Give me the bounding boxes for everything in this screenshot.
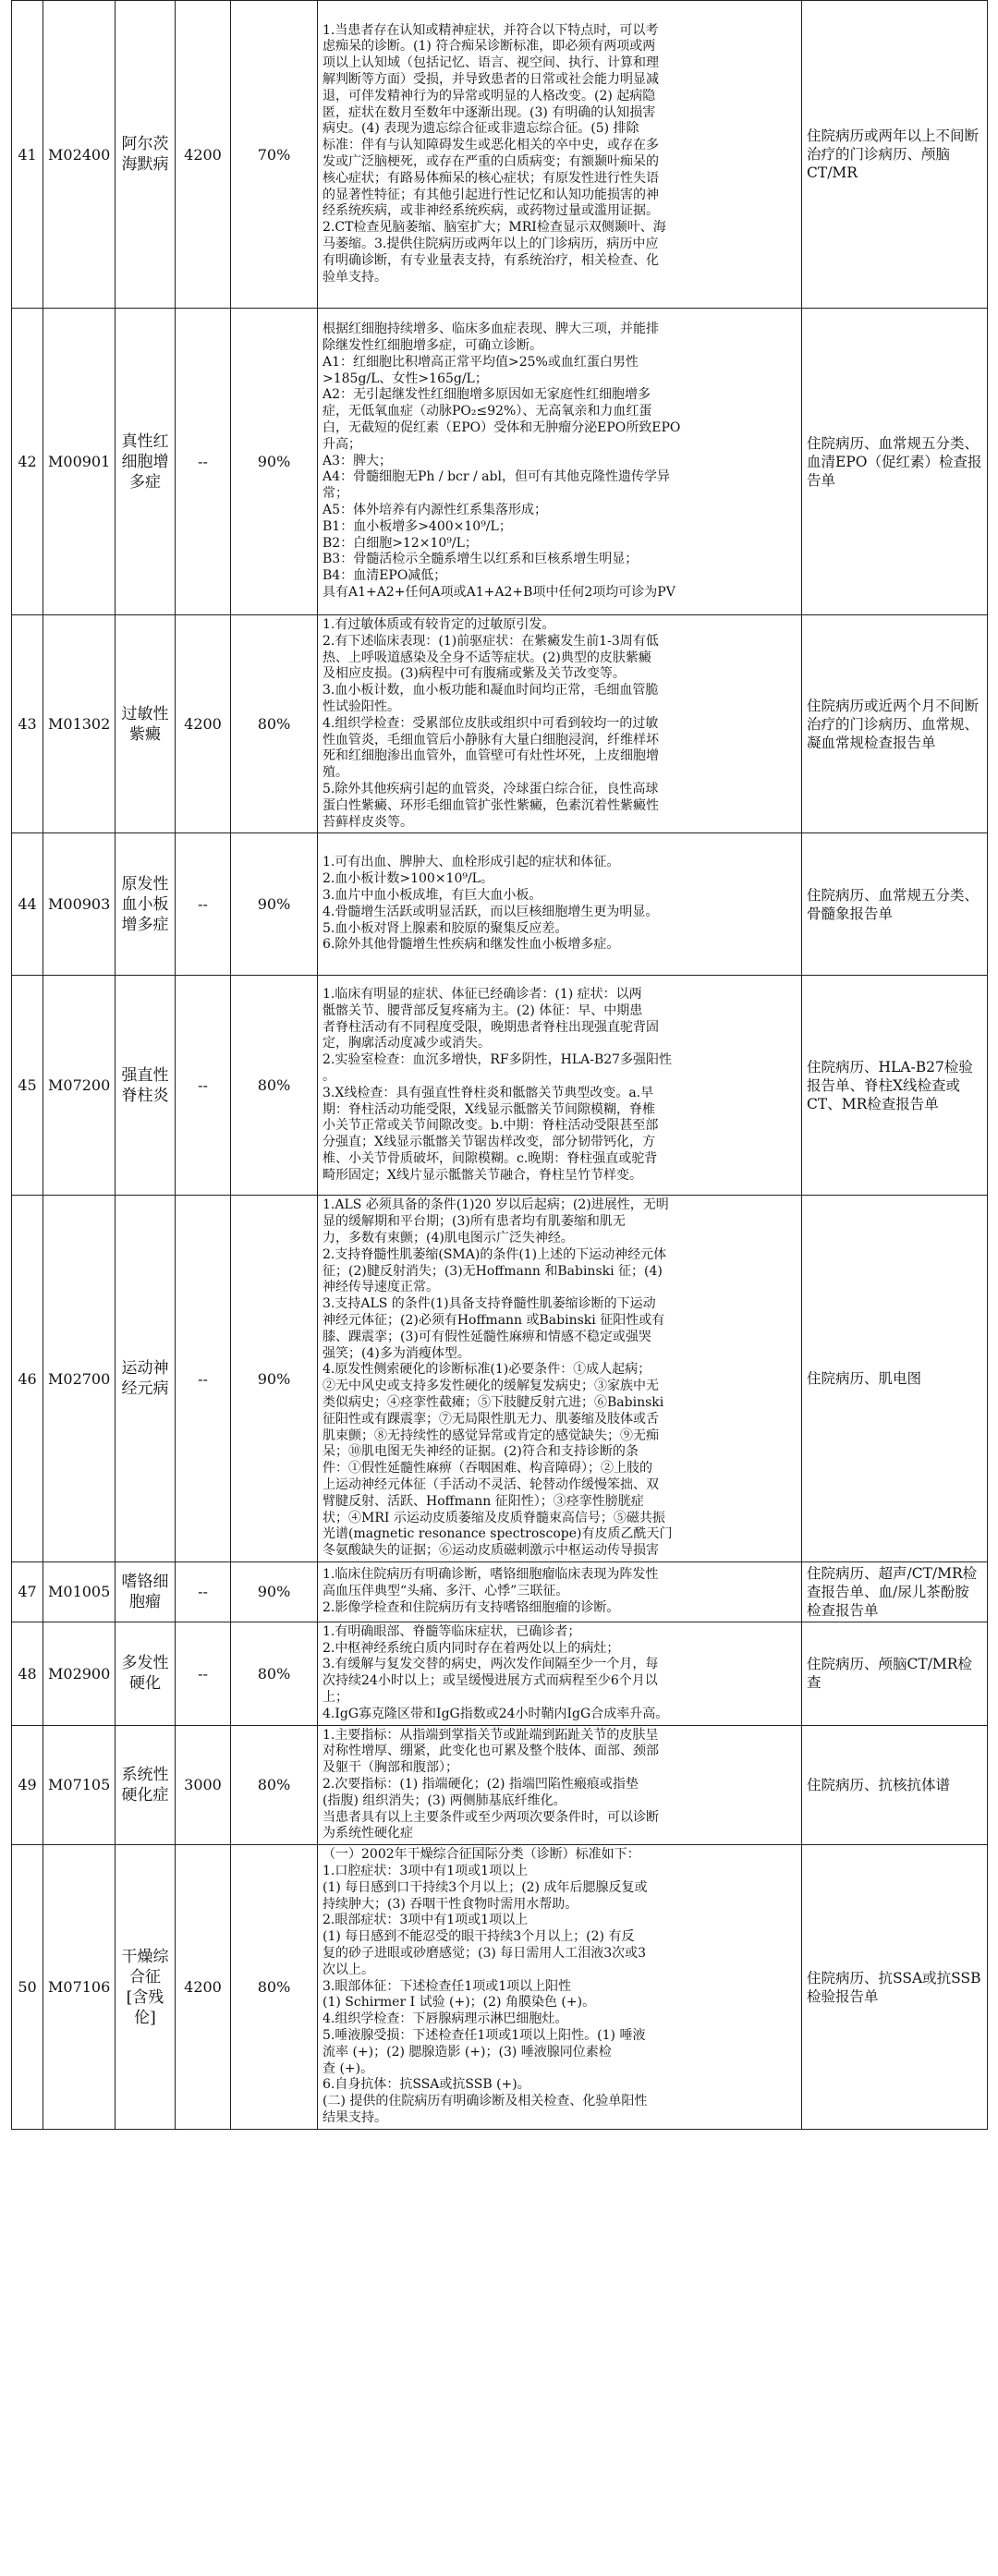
criteria-line: 除继发性红细胞增多症，可确立诊断。	[323, 338, 542, 354]
criteria-line: 征；(2)腱反射消失；(3)无Hoffmann 和Babinski 征；(4)	[323, 1263, 663, 1279]
criteria-line: 2.实验室检查：血沉多增快，RF多阴性，HLA-B27多强阳性	[323, 1052, 673, 1068]
criteria-line: 呆；⑩肌电图无失神经的证据。(2)符合和支持诊断的条	[323, 1444, 639, 1460]
criteria-line: 6.自身抗体：抗SSA或抗SSB (+)。	[323, 2077, 530, 2093]
row-number: 45	[12, 976, 43, 1196]
criteria-line: 核心症状；有路易体痴呆的核心症状；有原发性进行性失语	[323, 170, 659, 186]
criteria-line: A1：红细胞比积增高正常平均值>25%或血红蛋白男性	[323, 354, 639, 370]
row-number: 44	[12, 833, 43, 976]
disease-name: 多发性硬化	[116, 1622, 176, 1725]
required-materials: 住院病历、血常规五分类、血清EPO（促红素）检查报告单	[802, 309, 988, 615]
criteria-line: >185g/L、女性>165g/L；	[323, 371, 488, 386]
amount-cell: 3000	[176, 1725, 231, 1845]
criteria-line: 热、上呼吸道感染及全身不适等症状。(2)典型的皮肤紫癜	[323, 650, 651, 665]
criteria-line: 3.血片中血小板成堆，有巨大血小板。	[323, 888, 542, 904]
criteria-line: 小关节正常或关节间隙改变。b.中期：脊柱活动受限甚至部	[323, 1118, 659, 1134]
criteria-line: 2.次要指标：(1) 指端硬化；(2) 指端凹陷性瘢痕或指垫	[323, 1777, 639, 1792]
criteria-line: 4.组织学检查：下唇腺病理示淋巴细胞灶。	[323, 2011, 568, 2027]
criteria-line: 5.除外其他疾病引起的血管炎，冷球蛋白综合征，良性高球	[323, 781, 659, 796]
ratio-cell: 90%	[231, 309, 318, 615]
table-row	[12, 833, 988, 976]
row-number: 42	[12, 309, 43, 615]
required-materials: 住院病历、超声/CT/MR检查报告单、血/尿儿茶酚胺检查报告单	[802, 1561, 988, 1622]
criteria-line: 3.有缓解与复发交替的病史，两次发作间隔至少一个月，每	[323, 1657, 659, 1672]
criteria-line: 根据红细胞持续增多、临床多血症表现、脾大三项，并能排	[323, 322, 659, 337]
criteria-line: 冬氨酸缺失的证据；⑥运动皮质磁刺激示中枢运动传导损害	[323, 1543, 659, 1559]
criteria-line: 蛋白性紫癜、环形毛细血管扩张性紫癜，色素沉着性紫癜性	[323, 797, 659, 813]
criteria-line: 5.血小板对肾上腺素和胶原的聚集反应差。	[323, 920, 568, 936]
disease-name: 真性红细胞增多症	[116, 309, 176, 615]
criteria-line: 2.影像学检查和住院病历有支持嗜铬细胞瘤的诊断。	[323, 1599, 620, 1615]
disease-code: M01302	[43, 615, 116, 833]
criteria-line: 经系统疾病，或非神经系统疾病，或药物过量或滥用证据。	[323, 203, 659, 219]
disease-code: M00901	[43, 309, 116, 615]
criteria-line: 虑痴呆的诊断。(1) 符合痴呆诊断标准，即必须有两项或两	[323, 39, 656, 55]
criteria-line: 上运动神经元体征（手活动不灵活、轮替动作缓慢笨拙、双	[323, 1476, 659, 1492]
amount-cell: --	[176, 309, 231, 615]
ratio-cell: 80%	[231, 1725, 318, 1845]
disease-code: M01005	[43, 1561, 116, 1622]
amount-cell: 4200	[176, 1, 231, 309]
diagnostic-criteria	[318, 1622, 802, 1725]
criteria-line: 对称性增厚、绷紧，此变化也可累及整个肢体、面部、颈部	[323, 1744, 659, 1759]
criteria-line: 次以上。	[323, 1962, 374, 1977]
criteria-line: 常；	[323, 486, 348, 502]
disease-code: M07200	[43, 976, 116, 1196]
disease-name: 干燥综合征[含残伦]	[116, 1845, 176, 2130]
required-materials: 住院病历、血常规五分类、骨髓象报告单	[802, 833, 988, 976]
row-number: 41	[12, 1, 43, 309]
criteria-line: 2.支持脊髓性肌萎缩(SMA)的条件(1)上述的下运动神经元体	[323, 1246, 667, 1262]
table-row	[12, 1196, 988, 1562]
amount-cell: --	[176, 1196, 231, 1562]
row-number: 48	[12, 1622, 43, 1725]
criteria-line: 1.有明确眼部、脊髓等临床症状，已确诊者；	[323, 1623, 581, 1639]
criteria-line: 膝、踝震挛；(3)可有假性延髓性麻痹和情感不稳定或强哭	[323, 1329, 651, 1344]
row-number: 43	[12, 615, 43, 833]
criteria-line: 升高；	[323, 436, 361, 452]
criteria-line: 4.原发性侧索硬化的诊断标准(1)必要条件：①成人起病；	[323, 1362, 651, 1378]
row-number: 47	[12, 1561, 43, 1622]
diagnostic-criteria	[318, 1, 802, 309]
criteria-line: ②无中风史或支持多发性硬化的缓解复发病史；③家族中无	[323, 1379, 659, 1394]
amount-cell: 4200	[176, 1845, 231, 2130]
table-row	[12, 615, 988, 833]
criteria-line: 症，无低氧血症（动脉PO₂≤92%）、无高氧亲和力血红蛋	[323, 404, 652, 419]
criteria-line: 2.有下述临床表现：(1)前驱症状：在紫癜发生前1-3周有低	[323, 633, 659, 649]
table-row	[12, 1, 988, 309]
criteria-line: 性血管炎，毛细血管后小静脉有大量白细胞浸润，纤维样坏	[323, 732, 659, 747]
diagnostic-criteria	[318, 833, 802, 976]
criteria-line: 苔藓样皮炎等。	[323, 814, 413, 830]
criteria-line: (1) 每日感到口干持续3个月以上；(2) 成年后腮腺反复或	[323, 1879, 648, 1895]
criteria-line: 者脊柱活动有不同程度受限，晚期患者脊柱出现强直驼背固	[323, 1019, 659, 1035]
criteria-line: B2：白细胞>12×10⁹/L；	[323, 535, 478, 551]
criteria-line: (二) 提供的住院病历有明确诊断及相关检查、化验单阳性	[323, 2094, 648, 2109]
amount-cell: 4200	[176, 615, 231, 833]
criteria-line: （一）2002年干燥综合征国际分类（诊断）标准如下：	[323, 1847, 640, 1863]
criteria-line: 类似病史；④痉挛性截瘫；⑤下肢腱反射亢进；⑥Babinski	[323, 1394, 664, 1410]
criteria-line: 定，胸廓活动度减少或消失。	[323, 1036, 491, 1051]
criteria-line: B1：血小板增多>400×10⁹/L；	[323, 518, 512, 534]
required-materials: 住院病历、HLA-B27检验报告单、脊柱X线检查或CT、MR检查报告单	[802, 976, 988, 1196]
criteria-line: 。	[323, 1069, 335, 1085]
criteria-line: 1.有过敏体质或有较肯定的过敏原引发。	[323, 617, 555, 632]
criteria-line: 复的砂子进眼或砂磨感觉；(3) 每日需用人工泪液3次或3	[323, 1946, 647, 1962]
criteria-line: 为系统性硬化症	[323, 1826, 413, 1841]
criteria-line: 显的缓解期和平台期；(3)所有患者均有肌萎缩和肌无	[323, 1214, 626, 1230]
criteria-line: 臂腱反射、活跃、Hoffmann 征阳性）；③痉挛性膀胱症	[323, 1493, 644, 1509]
ratio-cell: 80%	[231, 1845, 318, 2130]
criteria-line: 3.X线检查：具有强直性脊柱炎和骶髂关节典型改变。a.早	[323, 1085, 654, 1100]
criteria-line: 当患者具有以上主要条件或至少两项次要条件时，可以诊断	[323, 1809, 659, 1825]
criteria-line: A2：无引起继发性红细胞增多原因如无家庭性红细胞增多	[323, 387, 651, 403]
criteria-line: 标准：伴有与认知障碍发生或恶化相关的卒中史，或存在多	[323, 138, 659, 153]
criteria-line: 次持续24小时以上；或呈缓慢进展方式而病程至少6个月以	[323, 1673, 658, 1689]
required-materials: 住院病历、肌电图	[802, 1196, 988, 1562]
row-number: 46	[12, 1196, 43, 1562]
criteria-line: 状；④MRI 示运动皮质萎缩及皮质脊髓束高信号；⑤磁共振	[323, 1510, 665, 1525]
row-number: 49	[12, 1725, 43, 1845]
criteria-line: 查 (+)。	[323, 2060, 374, 2076]
criteria-line: 骶髂关节、腰背部反复疼痛为主。(2) 体征：早、中期患	[323, 1002, 643, 1018]
diagnostic-criteria	[318, 1561, 802, 1622]
criteria-line: 流率 (+)；(2) 腮腺造影 (+)；(3) 唾液腺同位素检	[323, 2044, 612, 2060]
criteria-line: 畸形固定；X线片显示骶髂关节融合，脊柱呈竹节样变。	[323, 1167, 642, 1183]
criteria-line: 持续肿大；(3) 吞咽干性食物时需用水帮助。	[323, 1896, 578, 1912]
criteria-line: 6.除外其他骨髓增生性疾病和继发性血小板增多症。	[323, 937, 620, 953]
disease-criteria-table	[11, 0, 988, 2130]
criteria-line: A4：骨髓细胞无Ph / bcr / abl，但可有其他克隆性遗传学异	[323, 469, 670, 485]
criteria-line: 3.血小板计数，血小板功能和凝血时间均正常，毛细血管脆	[323, 683, 659, 699]
criteria-line: 神经传导速度正常。	[323, 1280, 439, 1295]
disease-code: M02900	[43, 1622, 116, 1725]
criteria-line: 白，无截短的促红素（EPO）受体和无肿瘤分泌EPO所致EPO	[323, 420, 681, 435]
criteria-line: B3：骨髓活检示全髓系增生以红系和巨核系增生明显；	[323, 552, 639, 567]
criteria-line: 马萎缩。3.提供住院病历或两年以上的门诊病历，病历中应	[323, 236, 659, 251]
amount-cell: --	[176, 1622, 231, 1725]
criteria-line: 2.CT检查见脑萎缩、脑室扩大；MRI检查显示双侧颞叶、海	[323, 220, 666, 236]
criteria-line: 匿，症状在数月至数年中逐渐出现。(3) 有明确的认知损害	[323, 104, 656, 120]
disease-name: 阿尔茨海默病	[116, 1, 176, 309]
criteria-line: 分强直；X线显示骶髂关节锯齿样改变，部分韧带钙化，方	[323, 1135, 655, 1150]
criteria-line: 4.组织学检查：受累部位皮肤或组织中可看到较均一的过敏	[323, 715, 659, 731]
criteria-line: 1.临床住院病历有明确诊断，嗜铬细胞瘤临床表现为阵发性	[323, 1567, 659, 1583]
criteria-line: 征阳性或有踝震挛；⑦无局限性肌无力、肌萎缩及肢体或舌	[323, 1411, 659, 1427]
disease-code: M07106	[43, 1845, 116, 2130]
criteria-line: 及相应皮损。(3)病程中可有腹痛或紫及关节改变等。	[323, 666, 626, 682]
disease-name: 运动神经元病	[116, 1196, 176, 1562]
criteria-line: 1.可有出血、脾肿大、血栓形成引起的症状和体征。	[323, 855, 620, 870]
criteria-line: 高血压伴典型“头痛、多汗、心悸”三联征。	[323, 1583, 569, 1598]
criteria-line: 病史。(4) 表现为遗忘综合征或非遗忘综合征。(5) 排除	[323, 121, 639, 137]
criteria-line: 件：①假性延髓性麻痹（吞咽困难、构音障碍）；②上肢的	[323, 1461, 652, 1476]
table-body	[12, 1, 988, 2130]
disease-code: M02400	[43, 1, 116, 309]
criteria-line: 4.骨髓增生活跃或明显活跃，而以巨核细胞增生更为明显。	[323, 904, 659, 919]
criteria-line: 死和红细胞渗出血管外，血管壁可有灶性坏死，上皮细胞增	[323, 748, 659, 764]
diagnostic-criteria	[318, 976, 802, 1196]
criteria-line: 性试验阳性。	[323, 699, 400, 714]
amount-cell: --	[176, 976, 231, 1196]
criteria-line: 神经元体征；(2)必须有Hoffmann 或Babinski 征阳性或有	[323, 1312, 665, 1328]
criteria-line: 4.IgG寡克隆区带和IgG指数或24小时鞘内IgG合成率升高。	[323, 1706, 669, 1721]
criteria-line: A3：脾大；	[323, 453, 393, 468]
criteria-line: A5：体外培养有内源性红系集落形成；	[323, 502, 548, 517]
diagnostic-criteria	[318, 1196, 802, 1562]
criteria-line: 2.中枢神经系统白质内同时存在着两处以上的病灶；	[323, 1640, 620, 1656]
ratio-cell: 80%	[231, 976, 318, 1196]
criteria-line: 殖。	[323, 765, 348, 781]
table-row	[12, 1725, 988, 1845]
criteria-line: 项以上认知域（包括记忆、语言、视空间、执行、计算和理	[323, 55, 659, 71]
disease-name: 原发性血小板增多症	[116, 833, 176, 976]
criteria-line: (指腹) 组织消失；(3) 两侧肺基底纤维化。	[323, 1792, 566, 1808]
criteria-line: 发或广泛脑梗死，或存在严重的白质病变；有额颞叶痴呆的	[323, 154, 659, 169]
criteria-line: 光谱(magnetic resonance spectroscope)有皮质乙酰天门	[323, 1526, 673, 1542]
criteria-line: 力，多数有束颤；(4)肌电图示广泛失神经。	[323, 1230, 574, 1245]
amount-cell: --	[176, 833, 231, 976]
required-materials: 住院病历或两年以上不间断治疗的门诊病历、颅脑CT/MR	[802, 1, 988, 309]
criteria-line: 2.眼部症状：3项中有1项或1项以上	[323, 1913, 529, 1928]
criteria-line: 解判断等方面）受损，并导致患者的日常或社会能力明显减	[323, 72, 659, 88]
row-number: 50	[12, 1845, 43, 2130]
ratio-cell: 80%	[231, 1622, 318, 1725]
criteria-line: 退，可伴发精神行为的异常或明显的人格改变。(2) 起病隐	[323, 88, 656, 103]
criteria-line: 椎、小关节骨质破坏，间隙模糊。c.晚期：脊柱强直或驼背	[323, 1151, 658, 1167]
criteria-line: 2.血小板计数>100×10⁹/L。	[323, 871, 493, 887]
criteria-line: 结果支持。	[323, 2110, 387, 2125]
criteria-line: 上；	[323, 1690, 348, 1706]
diagnostic-criteria	[318, 1725, 802, 1845]
criteria-line: 3.眼部体征：下述检查任1项或1项以上阳性	[323, 1978, 572, 1994]
diagnostic-criteria	[318, 1845, 802, 2130]
criteria-line: 1.临床有明显的症状、体征已经确诊者：(1) 症状：以两	[323, 987, 642, 1002]
criteria-line: 5.唾液腺受损：下述检查任1项或1项以上阳性。(1) 唾液	[323, 2028, 646, 2044]
disease-code: M02700	[43, 1196, 116, 1562]
criteria-line: 1.ALS 必须具备的条件(1)20 岁以后起病；(2)进展性，无明	[323, 1197, 669, 1213]
criteria-line: 期：脊柱活动功能受限，X线显示骶髂关节间隙模糊，脊椎	[323, 1101, 655, 1117]
table-row	[12, 309, 988, 615]
disease-code: M00903	[43, 833, 116, 976]
criteria-line: 的显著性特征；有其他引起进行性记忆和认知功能损害的神	[323, 187, 659, 202]
disease-name: 系统性硬化症	[116, 1725, 176, 1845]
required-materials: 住院病历、颅脑CT/MR检查	[802, 1622, 988, 1725]
disease-code: M07105	[43, 1725, 116, 1845]
disease-name: 过敏性紫癜	[116, 615, 176, 833]
ratio-cell: 80%	[231, 615, 318, 833]
ratio-cell: 90%	[231, 833, 318, 976]
criteria-line: (1) Schirmer I 试验 (+)；(2) 角膜染色 (+)。	[323, 1995, 596, 2011]
criteria-line: 验单支持。	[323, 269, 387, 285]
table-row	[12, 1561, 988, 1622]
diagnostic-criteria	[318, 615, 802, 833]
criteria-line: 及躯干（胸部和腹部）；	[323, 1760, 458, 1776]
disease-name: 嗜铬细胞瘤	[116, 1561, 176, 1622]
required-materials: 住院病历、抗SSA或抗SSB检验报告单	[802, 1845, 988, 2130]
criteria-line: 具有A1+A2+任何A项或A1+A2+B项中任何2项均可诊为PV	[323, 584, 675, 600]
criteria-line: (1) 每日感到不能忍受的眼干持续3个月以上；(2) 有反	[323, 1929, 635, 1945]
table-row	[12, 1622, 988, 1725]
required-materials: 住院病历、抗核抗体谱	[802, 1725, 988, 1845]
ratio-cell: 90%	[231, 1561, 318, 1622]
criteria-line: 有明确诊断，有专业量表支持，有系统治疗，相关检查、化	[323, 252, 659, 268]
table-row	[12, 976, 988, 1196]
criteria-line: 1.主要指标：从指端到掌指关节或趾端到跖趾关节的皮肤呈	[323, 1727, 659, 1743]
diagnostic-criteria	[318, 309, 802, 615]
ratio-cell: 70%	[231, 1, 318, 309]
amount-cell: --	[176, 1561, 231, 1622]
criteria-line: 肌束颤；⑧无持续性的感觉异常或肯定的感觉缺失；⑨无痴	[323, 1428, 659, 1443]
criteria-line: 1.口腔症状：3项中有1项或1项以上	[323, 1864, 529, 1879]
criteria-line: 强笑；(4)多为消瘦体型。	[323, 1345, 470, 1361]
criteria-line: 3.支持ALS 的条件(1)具备支持脊髓性肌萎缩诊断的下运动	[323, 1296, 656, 1312]
required-materials: 住院病历或近两个月不间断治疗的门诊病历、血常规、凝血常规检查报告单	[802, 615, 988, 833]
disease-name: 强直性脊柱炎	[116, 976, 176, 1196]
criteria-line: 1.当患者存在认知或精神症状，并符合以下特点时，可以考	[323, 22, 659, 38]
table-row	[12, 1845, 988, 2130]
ratio-cell: 90%	[231, 1196, 318, 1562]
criteria-line: B4：血清EPO减低；	[323, 568, 447, 584]
